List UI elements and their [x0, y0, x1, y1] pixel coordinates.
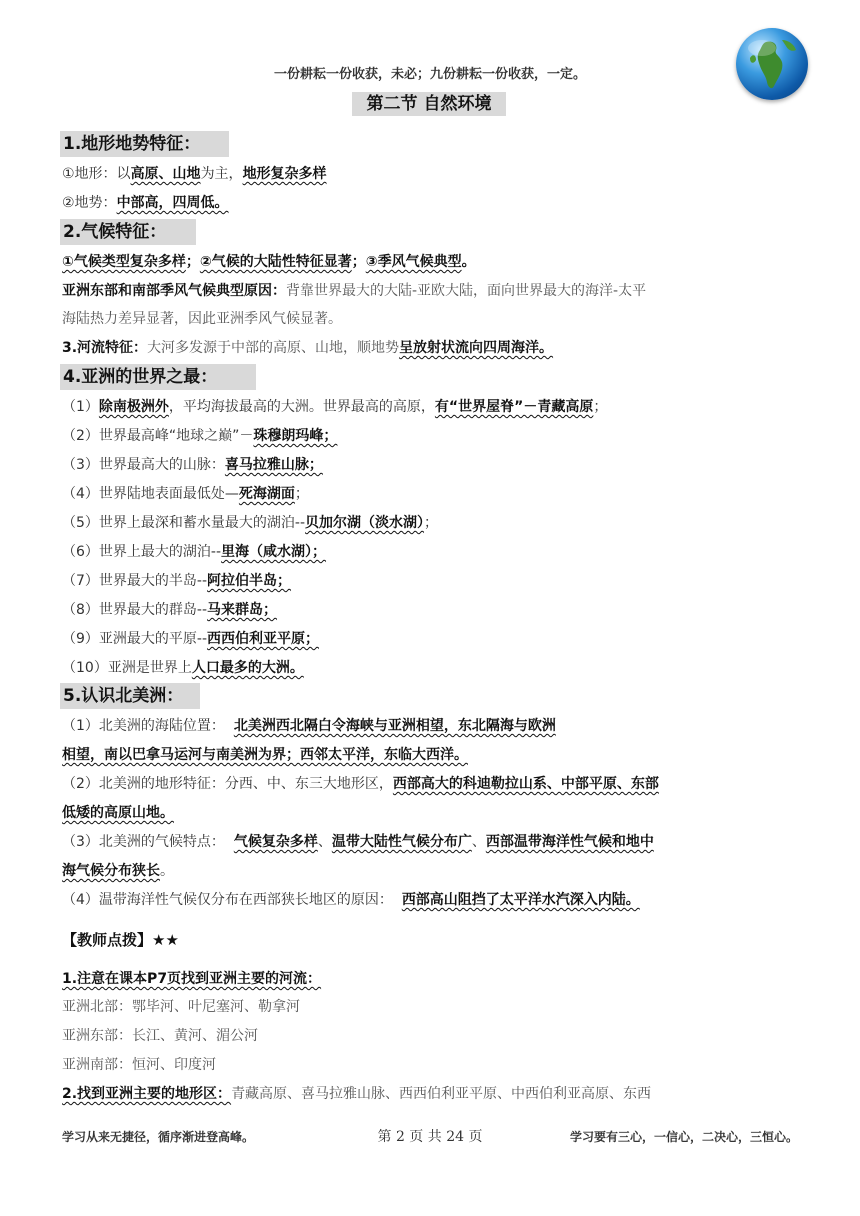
text: 。 [160, 863, 174, 879]
teacher-tips-label: 【教师点拨】★★ [62, 931, 179, 949]
text: （2）北美洲的地形特征：分西、中、东三大地形区， [62, 776, 393, 792]
text: ； [185, 254, 200, 270]
key-text: 相望，南以巴拿马运河与南美洲为界；西邻太平洋，东临大西洋。 [62, 747, 468, 763]
key-text: ②气候的大陆性特征显著 [199, 254, 352, 270]
list-item [62, 599, 277, 621]
text: 。 [461, 254, 476, 270]
key-text: 1.注意在课本P7页找到亚洲主要的河流： [62, 971, 322, 987]
list-item [62, 628, 319, 650]
text: 背靠世界最大的大陆-亚欧大陆，面向世界最大的海洋-太平 [286, 283, 647, 299]
rivers-east: 亚洲东部：长江、黄河、湄公河 [62, 1028, 258, 1044]
key-text: 温带大陆性气候分布广 [331, 834, 472, 850]
key-text: 有“世界屋脊”－青藏高原 [434, 399, 594, 415]
key-text: 海气候分布狭长 [62, 863, 160, 879]
key-text: 喜马拉雅山脉； [224, 457, 323, 473]
key-text: 人口最多的大洲。 [191, 660, 304, 676]
key-text: 低矮的高原山地。 [62, 805, 174, 821]
elevation-line [62, 192, 229, 214]
key-text: 北美洲西北隔白令海峡与亚洲相望，东北隔海与欧洲 [233, 718, 556, 734]
list-item [62, 541, 326, 563]
key-text: 中部高，四周低。 [116, 195, 229, 211]
monsoon-reason-cont: 海陆热力差异显著，因此亚洲季风气候显著。 [62, 311, 342, 327]
text: 3.河流特征： [62, 340, 148, 356]
key-text: ③季风气候典型 [365, 254, 462, 270]
rivers-north: 亚洲北部：鄂毕河、叶尼塞河、勒拿河 [62, 999, 300, 1015]
teacher-tip-2 [62, 1083, 651, 1105]
text: （3）世界最高大的山脉： [62, 457, 225, 473]
text: （6）世界上最大的湖泊-- [62, 544, 222, 560]
text: （9）亚洲最大的平原-- [62, 631, 208, 647]
text: （1）北美洲的海陆位置： [62, 718, 225, 734]
text: （2）世界最高峰“地球之巅”－ [62, 428, 254, 444]
climate-line [62, 251, 476, 273]
key-text: 西部温带海洋性气候和地中 [485, 834, 654, 850]
key-text: 贝加尔湖（淡水湖） [305, 515, 425, 531]
section-2-heading: 2.气候特征： [60, 219, 196, 245]
na-position-cont [62, 744, 468, 766]
footer-right: 学习要有三心，一信心，二决心，三恒心。 [569, 1130, 798, 1144]
key-text: ①气候类型复杂多样 [62, 254, 186, 270]
text: （1） [62, 399, 99, 415]
text: 大河多发源于中部的高原、山地，顺地势 [147, 340, 400, 356]
key-text: 高原、山地 [130, 166, 201, 182]
key-text: 2.找到亚洲主要的地形区： [62, 1086, 232, 1102]
na-climate-cont [62, 860, 174, 882]
key-text: 里海（咸水湖）； [221, 544, 327, 560]
text: （4）世界陆地表面最低处— [62, 486, 239, 502]
key-text: 地形复杂多样 [242, 166, 327, 182]
page-title: 第二节 自然环境 [352, 92, 506, 116]
text: ，平均海拔最高的大洲。世界最高的高原， [168, 399, 435, 415]
text: ②地势： [62, 195, 117, 211]
header-motto: 一份耕耘一份收获，未必；九份耕耘一份收获，一定。 [273, 67, 586, 82]
text: （3）北美洲的气候特点： [62, 834, 225, 850]
text: ； [424, 515, 439, 531]
text: （10）亚洲是世界上 [62, 660, 192, 676]
globe-icon [736, 28, 808, 100]
text: 、 [317, 834, 332, 850]
section-4-heading: 4.亚洲的世界之最： [60, 364, 256, 390]
key-text: 西西伯利亚平原； [207, 631, 320, 647]
list-item [62, 483, 309, 505]
text: ； [351, 254, 366, 270]
key-text: 气候复杂多样 [233, 834, 318, 850]
key-text: 西部高大的科迪勒拉山系、中部平原、东部 [392, 776, 659, 792]
na-terrain-cont [62, 802, 174, 824]
list-item [62, 657, 304, 679]
na-position-line [62, 715, 556, 737]
text: 亚洲东部和南部季风气候典型原因： [62, 283, 286, 299]
section-5-heading: 5.认识北美洲： [60, 683, 200, 709]
text: ； [593, 399, 608, 415]
river-line [62, 337, 553, 359]
text: （8）世界最大的群岛-- [62, 602, 208, 618]
na-oceanic-reason-line [62, 889, 640, 911]
teacher-tip-1 [62, 968, 321, 990]
list-item [62, 570, 291, 592]
text: ； [294, 486, 309, 502]
key-text: 西部高山阻挡了太平洋水汽深入内陆。 [401, 892, 640, 908]
key-text: 除南极洲外 [98, 399, 169, 415]
text: （7）世界最大的半岛-- [62, 573, 208, 589]
text: （4）温带海洋性气候仅分布在西部狭长地区的原因： [62, 892, 393, 908]
text: （5）世界上最深和蓄水量最大的湖泊-- [62, 515, 306, 531]
text: 青藏高原、喜马拉雅山脉、西西伯利亚平原、中西伯利亚高原、东西 [231, 1086, 652, 1102]
text: 为主， [200, 166, 243, 182]
list-item [62, 425, 337, 447]
na-climate-line [62, 831, 654, 853]
key-text: 阿拉伯半岛； [207, 573, 292, 589]
na-terrain-line [62, 773, 659, 795]
list-item [62, 454, 323, 476]
footer-left: 学习从来无捷径，循序渐进登高峰。 [62, 1130, 255, 1144]
section-1-heading: 1.地形地势特征： [60, 131, 229, 157]
rivers-south: 亚洲南部：恒河、印度河 [62, 1057, 216, 1073]
text: ①地形：以 [62, 166, 131, 182]
key-text: 珠穆朗玛峰； [253, 428, 338, 444]
key-text: 呈放射状流向四周海洋。 [399, 340, 554, 356]
page-number: 第 2 页 共 24 页 [377, 1129, 483, 1145]
key-text: 死海湖面 [238, 486, 295, 502]
key-text: 马来群岛； [207, 602, 278, 618]
text: 、 [471, 834, 486, 850]
monsoon-reason-line [62, 280, 646, 302]
list-item [62, 512, 438, 534]
list-item [62, 396, 607, 418]
terrain-line [62, 163, 327, 185]
